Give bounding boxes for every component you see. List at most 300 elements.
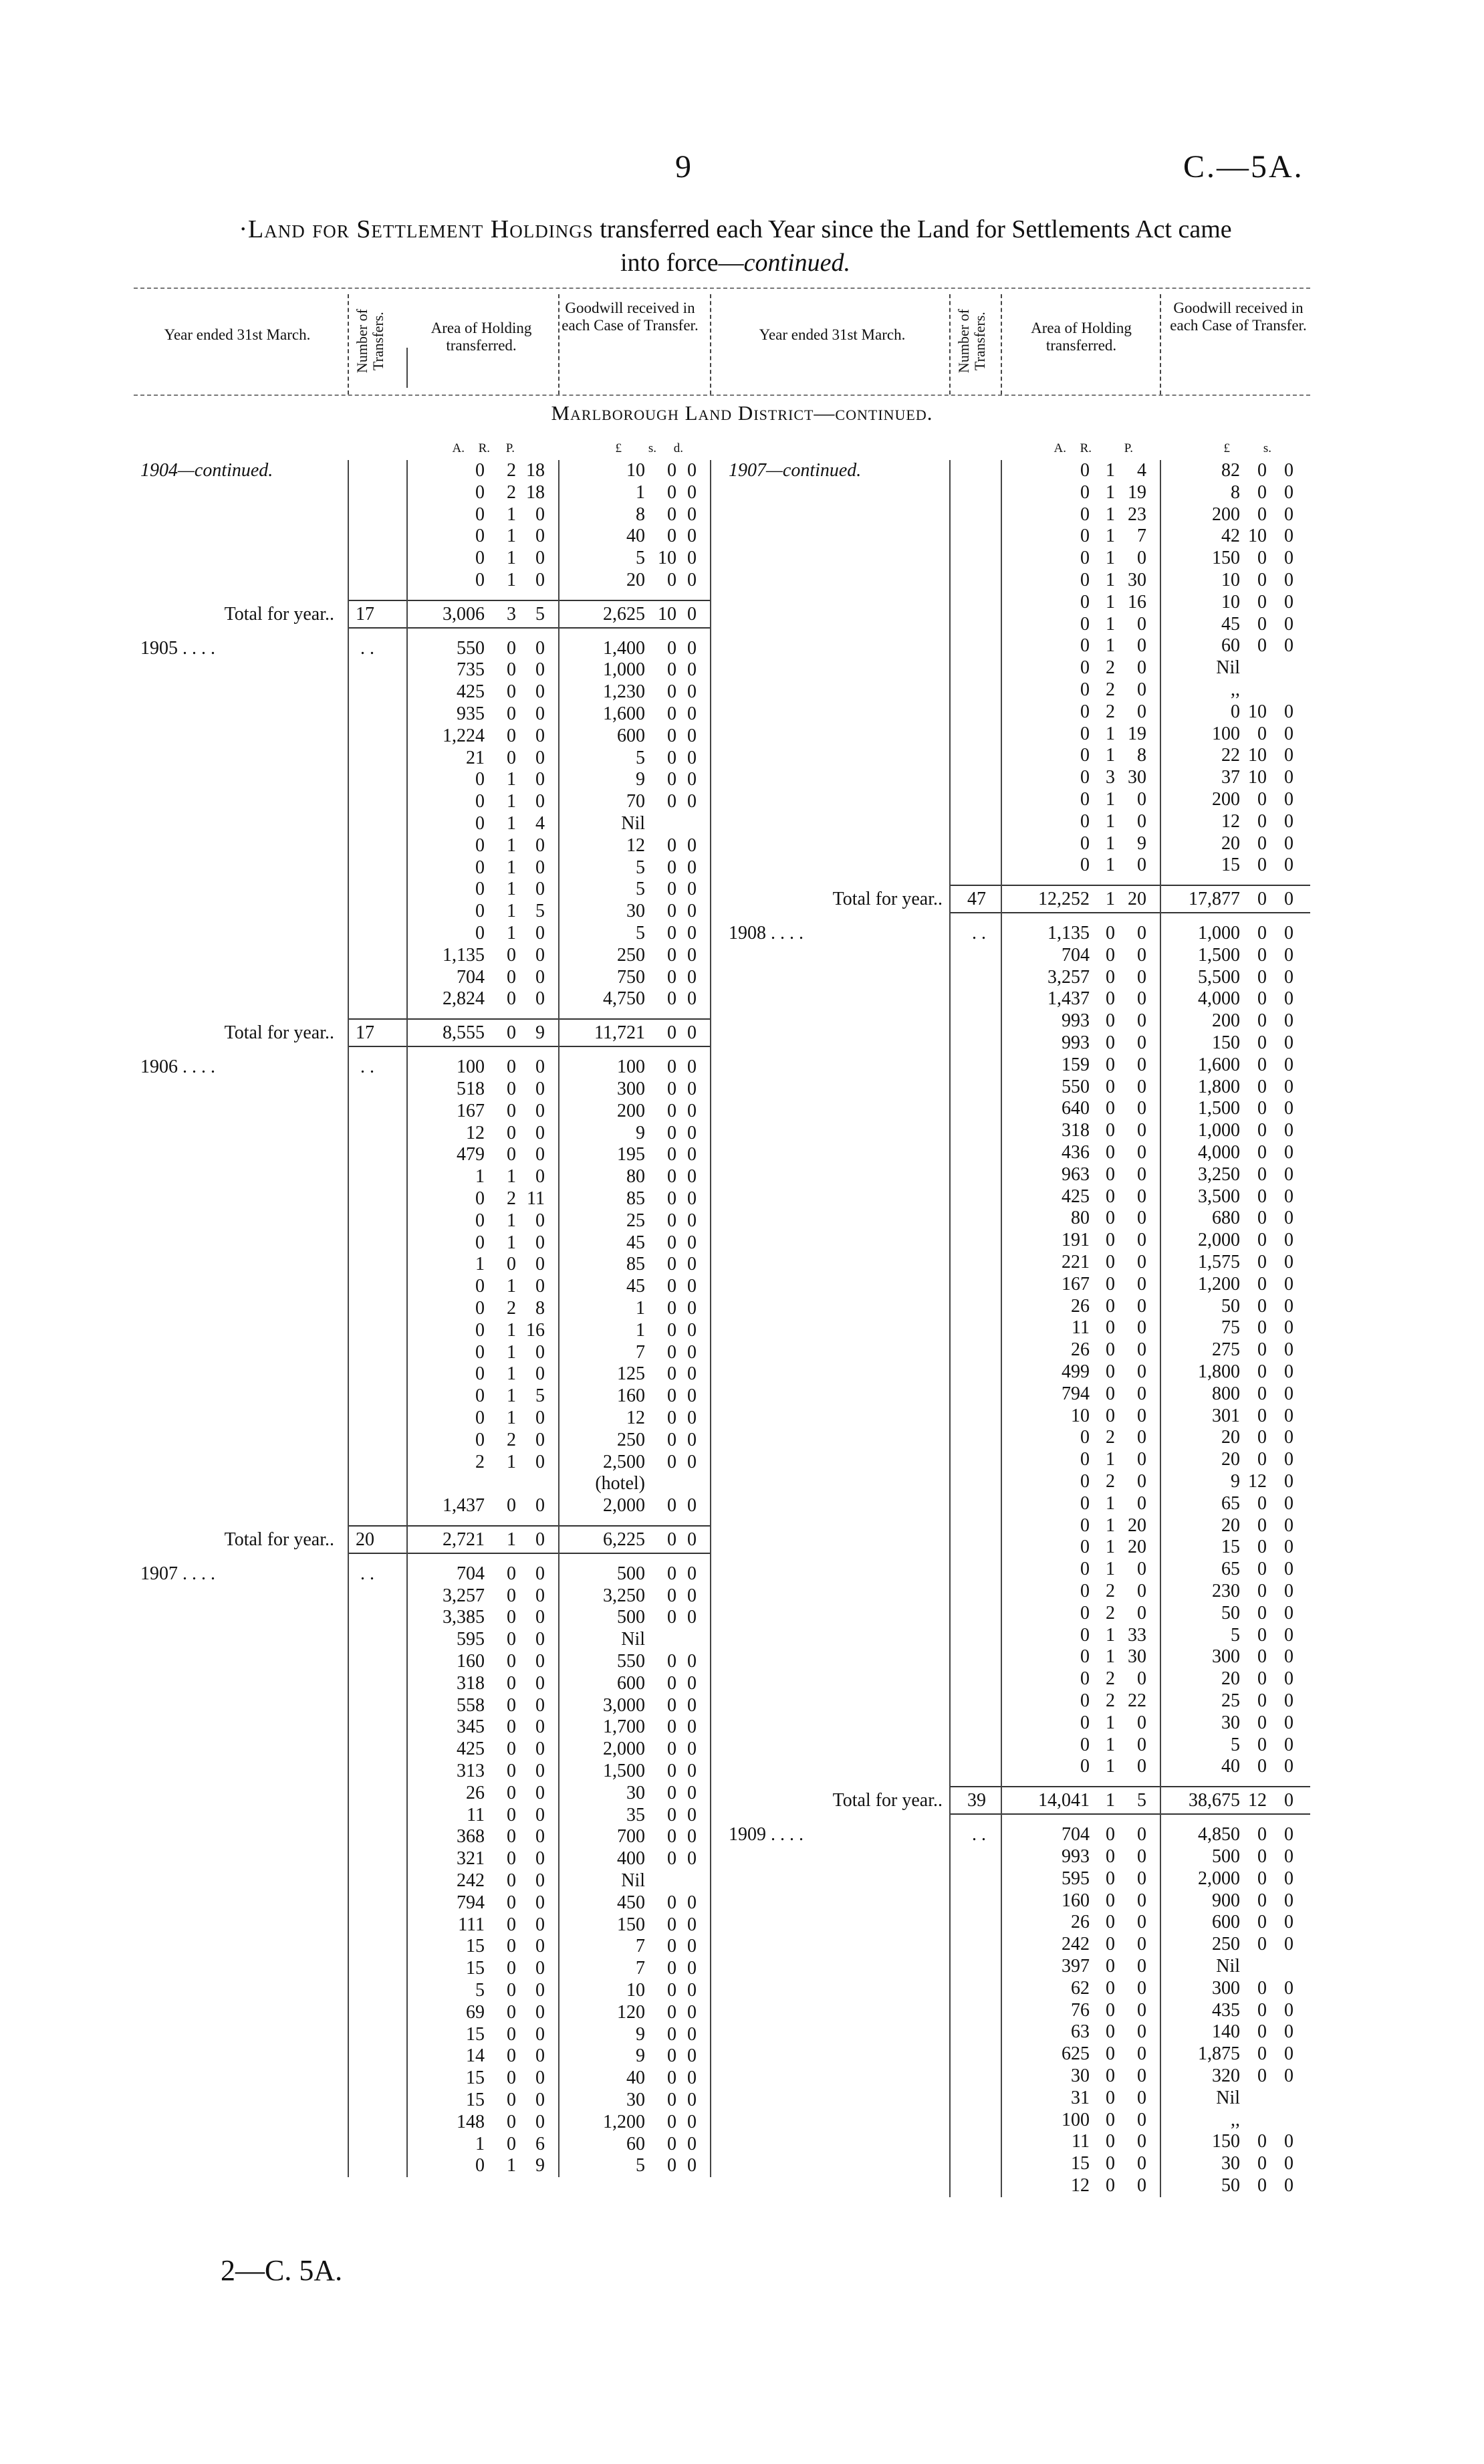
pounds-cell: 1,700	[603, 1716, 645, 1738]
pence-cell: 0	[1284, 789, 1293, 810]
page-number: 9	[675, 149, 691, 185]
perches-cell: 0	[1137, 1361, 1146, 1383]
pounds-cell: 7	[636, 1958, 645, 1979]
roods-cell: 0	[507, 1694, 516, 1716]
pounds-cell: 200	[1212, 789, 1240, 810]
table-row	[0, 1296, 1484, 1317]
pence-cell: 0	[1284, 1098, 1293, 1119]
transfers-cell: 17	[356, 603, 374, 625]
acres-cell: 100	[1062, 2109, 1090, 2130]
pence-cell: 0	[687, 1585, 697, 1606]
shillings-cell: 12	[1248, 1471, 1267, 1492]
pounds-cell: 37	[1221, 767, 1240, 788]
perches-cell: 11	[527, 1188, 545, 1209]
pounds-cell: 1,800	[1198, 1076, 1240, 1097]
perches-cell: 0	[1137, 1845, 1146, 1867]
pounds-cell: 5	[636, 2155, 645, 2176]
pounds-cell: 50	[1221, 1602, 1240, 1623]
table-row	[0, 1890, 1484, 1912]
pounds-cell: 3,500	[1198, 1186, 1240, 1207]
roods-cell: 1	[1106, 570, 1115, 590]
roods-cell: 0	[1106, 1361, 1115, 1383]
acres-cell: 167	[457, 1100, 485, 1121]
table-row	[0, 1559, 1484, 1580]
acres-cell: 436	[1062, 1142, 1090, 1163]
pence-cell: 0	[1284, 1252, 1293, 1273]
roods-cell: 1	[1106, 889, 1115, 910]
pence-cell: 0	[1284, 481, 1293, 503]
acres-cell: 12	[1071, 2174, 1090, 2196]
shillings-cell: 0	[667, 1166, 676, 1188]
table-row	[0, 635, 1484, 657]
roods-cell: 0	[507, 1761, 516, 1782]
perches-cell: 0	[1137, 789, 1146, 810]
pence-cell: 0	[687, 1826, 697, 1847]
pounds-cell: 5	[636, 747, 645, 768]
pence-cell: 0	[687, 2133, 697, 2154]
acres-cell: 0	[475, 791, 485, 812]
pence-cell: 0	[687, 1495, 697, 1517]
shillings-cell: 0	[667, 1826, 676, 1847]
shillings-cell: 0	[667, 944, 676, 966]
shillings-cell: 0	[1257, 1010, 1267, 1032]
shillings-cell: 0	[1257, 1273, 1267, 1295]
acres-cell: 321	[457, 1848, 485, 1870]
pounds-cell: 30	[626, 901, 645, 922]
acres-cell: 242	[1062, 1934, 1090, 1955]
perches-cell: 0	[1137, 1230, 1146, 1251]
acres-cell: 14,041	[1038, 1790, 1090, 1811]
perches-cell: 0	[535, 1529, 545, 1550]
roods-cell: 0	[507, 703, 516, 725]
pounds-cell: Nil	[621, 1870, 645, 1892]
shillings-cell: 0	[667, 1958, 676, 1979]
perches-cell: 8	[535, 1297, 545, 1319]
perches-cell: 0	[535, 1451, 545, 1472]
table-row	[0, 833, 1484, 855]
acres-cell: 735	[457, 659, 485, 681]
pounds-cell: 15	[1221, 1537, 1240, 1558]
acres-cell: 160	[457, 1651, 485, 1672]
perches-cell: 0	[1137, 1581, 1146, 1602]
pence-cell: 0	[687, 1694, 697, 1716]
acres-cell: 1,437	[1047, 988, 1090, 1010]
table-row	[0, 811, 1484, 832]
perches-cell: 0	[1137, 613, 1146, 635]
table-row	[0, 1537, 1484, 1558]
table-row	[0, 2153, 1484, 2174]
table-row	[0, 1383, 1484, 1405]
table-row	[0, 2175, 1484, 2197]
roods-cell: 1	[507, 769, 516, 790]
perches-cell: 0	[1137, 1734, 1146, 1755]
shillings-cell: 0	[1257, 2131, 1267, 2152]
pounds-cell: Nil	[1216, 1955, 1240, 1977]
pounds-cell: 8	[1231, 481, 1240, 503]
roods-cell: 1	[1106, 1624, 1115, 1646]
transfers-cell: 39	[967, 1790, 986, 1811]
table-row	[0, 1734, 1484, 1756]
pence-cell: 0	[687, 966, 697, 988]
perches-cell: 0	[535, 2023, 545, 2045]
perches-cell: 0	[535, 681, 545, 703]
roods-cell: 2	[1106, 1602, 1115, 1623]
roods-cell: 0	[507, 1672, 516, 1694]
pounds-cell: 12	[1221, 810, 1240, 832]
perches-cell: 0	[1137, 1383, 1146, 1404]
pence-cell: 0	[1284, 1273, 1293, 1295]
shillings-cell: 0	[667, 1188, 676, 1209]
shillings-cell: 0	[1257, 481, 1267, 503]
acres-cell: 100	[457, 1056, 485, 1078]
acres-cell: 0	[475, 834, 485, 856]
acres-cell: 0	[475, 1341, 485, 1363]
pence-cell: 0	[687, 988, 697, 1010]
perches-cell: 0	[1137, 1098, 1146, 1119]
acres-cell: 8,555	[443, 1022, 485, 1044]
acres-cell: 111	[458, 1914, 485, 1935]
pounds-cell: 4,000	[1198, 988, 1240, 1010]
table-row	[0, 967, 1484, 988]
pence-cell: 0	[687, 1980, 697, 2001]
table-row	[0, 614, 1484, 635]
pence-cell: 0	[1284, 2174, 1293, 2196]
shillings-cell: 0	[1257, 966, 1267, 988]
acres-cell: 0	[475, 923, 485, 944]
pounds-cell: 150	[1212, 2131, 1240, 2152]
perches-cell: 0	[535, 944, 545, 966]
roods-cell: 0	[1106, 1845, 1115, 1867]
shillings-cell: 0	[1257, 1230, 1267, 1251]
pence-cell: 0	[687, 1022, 697, 1044]
perches-cell: 5	[535, 603, 545, 625]
table-row	[0, 1317, 1484, 1339]
acres-cell: 0	[1080, 635, 1090, 657]
perches-cell: 20	[1128, 1515, 1146, 1536]
shillings-cell: 0	[667, 526, 676, 547]
year-label: 1907 . . . .	[140, 1563, 215, 1584]
acres-cell: 0	[1080, 1734, 1090, 1755]
pounds-cell: 20	[1221, 1668, 1240, 1690]
perches-cell: 0	[535, 2045, 545, 2067]
acres-cell: 425	[1062, 1186, 1090, 1207]
roods-cell: 1	[507, 548, 516, 569]
table-row	[0, 2110, 1484, 2131]
roods-cell: 0	[507, 1563, 516, 1584]
shillings-cell: 0	[667, 1848, 676, 1870]
perches-cell: 5	[535, 1385, 545, 1407]
acres-cell: 26	[466, 1782, 485, 1803]
pounds-cell: 100	[1212, 723, 1240, 744]
acres-cell: 0	[1080, 1712, 1090, 1733]
pence-cell: 0	[1284, 1868, 1293, 1889]
roods-cell: 1	[1106, 745, 1115, 766]
perches-cell: 33	[1128, 1624, 1146, 1646]
pounds-cell: 7	[636, 1341, 645, 1363]
perches-cell: 0	[535, 988, 545, 1010]
pence-cell: 0	[687, 1451, 697, 1472]
shillings-cell: 0	[1257, 1537, 1267, 1558]
pence-cell: 0	[687, 681, 697, 703]
pence-cell: 0	[1284, 723, 1293, 744]
shillings-cell: 0	[667, 1144, 676, 1165]
acres-cell: 0	[475, 1297, 485, 1319]
pence-cell: 0	[1284, 526, 1293, 547]
unit-acres: A.	[452, 441, 465, 455]
shillings-cell: 10	[658, 548, 676, 569]
perches-cell: 0	[1137, 2021, 1146, 2043]
header-divider	[949, 294, 951, 395]
perches-cell: 0	[535, 1429, 545, 1450]
shillings-cell: 0	[667, 857, 676, 878]
total-row	[0, 889, 1484, 910]
header-divider	[558, 294, 560, 395]
pence-cell: 0	[687, 703, 697, 725]
pounds-cell: 275	[1212, 1339, 1240, 1361]
acres-cell: 167	[1062, 1273, 1090, 1295]
shillings-cell: 0	[667, 966, 676, 988]
roods-cell: 0	[507, 1495, 516, 1517]
pence-cell: 0	[1284, 613, 1293, 635]
pence-cell: 0	[687, 1761, 697, 1782]
shillings-cell: 0	[667, 1210, 676, 1231]
perches-cell: 18	[526, 460, 545, 481]
shillings-cell: 0	[1257, 1252, 1267, 1273]
perches-cell: 0	[535, 1078, 545, 1099]
acres-cell: 11	[1072, 2131, 1090, 2152]
perches-cell: 0	[1137, 966, 1146, 988]
perches-cell: 0	[535, 1276, 545, 1297]
acres-cell: 595	[457, 1629, 485, 1650]
acres-cell: 0	[475, 901, 485, 922]
perches-cell: 0	[1137, 1559, 1146, 1580]
perches-cell: 0	[535, 548, 545, 569]
shillings-cell: 0	[1257, 1295, 1267, 1317]
total-rule	[949, 912, 1310, 913]
pounds-cell: 70	[626, 791, 645, 812]
shillings-cell: 10	[1248, 767, 1267, 788]
pence-cell: 0	[1284, 460, 1293, 481]
perches-cell: 5	[1137, 1790, 1146, 1811]
pounds-cell: 100	[617, 1056, 645, 1078]
pence-cell: 0	[1284, 1712, 1293, 1733]
acres-cell: 0	[1080, 789, 1090, 810]
shillings-cell: 0	[667, 1936, 676, 1957]
pence-cell: 0	[1284, 1449, 1293, 1470]
roods-cell: 1	[507, 526, 516, 547]
pounds-cell: 3,250	[603, 1585, 645, 1606]
perches-cell: 22	[1128, 1690, 1146, 1712]
roods-cell: 0	[1106, 2043, 1115, 2065]
perches-cell: 0	[1137, 1934, 1146, 1955]
pence-cell: 0	[687, 1100, 697, 1121]
year-label: 1908 . . . .	[729, 923, 803, 944]
title-line1: transferred each Year since the Land for Settlements Act came	[593, 215, 1232, 243]
pence-cell: 0	[687, 1429, 697, 1450]
pounds-cell: 1	[636, 1297, 645, 1319]
perches-cell: 0	[1137, 1339, 1146, 1361]
shillings-cell: 0	[667, 1585, 676, 1606]
roods-cell: 1	[507, 570, 516, 590]
pence-cell: 0	[687, 1319, 697, 1341]
pounds-cell: 550	[617, 1651, 645, 1672]
table-row	[0, 1515, 1484, 1537]
shillings-cell: 0	[667, 2155, 676, 2176]
perches-cell: 0	[535, 1232, 545, 1253]
pounds-cell: 1,575	[1198, 1252, 1240, 1273]
shillings-cell: 0	[667, 659, 676, 681]
pence-cell: 0	[1284, 1317, 1293, 1339]
shillings-cell: 0	[667, 1761, 676, 1782]
acres-cell: 550	[1062, 1076, 1090, 1097]
shillings-cell: 0	[667, 1254, 676, 1275]
shillings-cell: 0	[1257, 1712, 1267, 1733]
perches-cell: 0	[535, 2067, 545, 2089]
pence-cell: 0	[687, 503, 697, 525]
pounds-cell: 2,000	[603, 1495, 645, 1517]
table-row	[0, 679, 1484, 701]
roods-cell: 0	[507, 1848, 516, 1870]
shillings-cell: 0	[1257, 1845, 1267, 1867]
acres-cell: 21	[466, 747, 485, 768]
page-title	[134, 213, 1337, 279]
perches-cell: 0	[535, 1651, 545, 1672]
roods-cell: 2	[507, 1429, 516, 1450]
acres-cell: 704	[1062, 1824, 1090, 1845]
roods-cell: 0	[1106, 1405, 1115, 1426]
roods-cell: 1	[1106, 503, 1115, 525]
pence-cell: 0	[1284, 1230, 1293, 1251]
shillings-cell: 0	[1257, 1756, 1267, 1777]
roods-cell: 0	[507, 1804, 516, 1825]
roods-cell: 0	[507, 1651, 516, 1672]
pounds-cell: 3,250	[1198, 1163, 1240, 1185]
transfers-cell: . .	[360, 1563, 374, 1584]
pounds-cell: 25	[1221, 1690, 1240, 1712]
roods-cell: 1	[507, 1341, 516, 1363]
unit-shillings: s.	[648, 441, 656, 455]
perches-cell: 0	[535, 570, 545, 590]
pounds-cell: 40	[626, 526, 645, 547]
pence-cell: 0	[687, 1078, 697, 1099]
shillings-cell: 0	[667, 1056, 676, 1078]
shillings-cell: 0	[667, 1232, 676, 1253]
perches-cell: 5	[535, 901, 545, 922]
acres-cell: 397	[1062, 1955, 1090, 1977]
acres-cell: 0	[1080, 591, 1090, 612]
perches-cell: 4	[1137, 460, 1146, 481]
perches-cell: 0	[1137, 2109, 1146, 2130]
pence-cell: 0	[1284, 923, 1293, 944]
shillings-cell: 0	[1257, 1868, 1267, 1889]
perches-cell: 0	[535, 1716, 545, 1738]
shillings-cell: 0	[667, 1739, 676, 1760]
perches-cell: 0	[535, 966, 545, 988]
pounds-cell: 320	[1212, 2065, 1240, 2086]
acres-cell: 0	[1080, 526, 1090, 547]
table-row	[0, 657, 1484, 679]
pounds-cell: 1,000	[1198, 1120, 1240, 1141]
roods-cell: 0	[507, 2045, 516, 2067]
table-row	[0, 1164, 1484, 1186]
roods-cell: 1	[507, 901, 516, 922]
pounds-cell: 9	[1231, 1471, 1240, 1492]
pence-cell: 0	[687, 2090, 697, 2111]
shillings-cell: 10	[1248, 526, 1267, 547]
roods-cell: 0	[507, 1716, 516, 1738]
pounds-cell: 12	[626, 1407, 645, 1428]
pence-cell: 0	[687, 1407, 697, 1428]
roods-cell: 0	[1106, 1076, 1115, 1097]
perches-cell: 0	[535, 703, 545, 725]
roods-cell: 0	[1106, 1032, 1115, 1054]
acres-cell: 3,257	[1047, 966, 1090, 988]
pounds-cell: (hotel)	[595, 1473, 645, 1494]
pounds-cell: 5	[636, 548, 645, 569]
shillings-cell: 0	[1257, 1559, 1267, 1580]
pounds-cell: 12	[626, 834, 645, 856]
pence-cell: 0	[687, 526, 697, 547]
perches-cell: 8	[1137, 745, 1146, 766]
roods-cell: 0	[507, 1607, 516, 1628]
shillings-cell: 0	[667, 2090, 676, 2111]
shillings-cell: 0	[1257, 1120, 1267, 1141]
acres-cell: 26	[1071, 1339, 1090, 1361]
roods-cell: 0	[1106, 1208, 1115, 1229]
perches-cell: 0	[1137, 1076, 1146, 1097]
shillings-cell: 0	[667, 2067, 676, 2089]
roods-cell: 1	[507, 1276, 516, 1297]
perches-cell: 0	[535, 637, 545, 659]
pence-cell: 0	[687, 1672, 697, 1694]
roods-cell: 1	[1106, 810, 1115, 832]
acres-cell: 0	[1080, 1690, 1090, 1712]
shillings-cell: 0	[667, 1341, 676, 1363]
roods-cell: 0	[1106, 1977, 1115, 1999]
acres-cell: 12	[466, 1122, 485, 1143]
title-line2: into force—	[620, 249, 744, 277]
table-row	[0, 1230, 1484, 1251]
year-label: 1906 . . . .	[140, 1056, 215, 1078]
pence-cell: 0	[1284, 832, 1293, 854]
pounds-cell: 1,875	[1198, 2043, 1240, 2065]
roods-cell: 1	[1106, 1449, 1115, 1470]
perches-cell: 0	[1137, 1449, 1146, 1470]
perches-cell: 9	[535, 1022, 545, 1044]
roods-cell: 0	[507, 637, 516, 659]
pence-cell: 0	[1284, 2043, 1293, 2065]
pounds-cell: 300	[1212, 1977, 1240, 1999]
shillings-cell: 0	[667, 1980, 676, 2001]
roods-cell: 0	[1106, 1054, 1115, 1075]
pounds-cell: 10	[626, 1980, 645, 2001]
pence-cell: 0	[1284, 1383, 1293, 1404]
pounds-cell: 20	[1221, 1427, 1240, 1448]
acres-cell: 15	[466, 2067, 485, 2089]
table-row	[0, 1339, 1484, 1361]
acres-cell: 30	[1071, 2065, 1090, 2086]
acres-cell: 3,385	[443, 1607, 485, 1628]
pounds-cell: 9	[636, 1122, 645, 1143]
pounds-cell: 1,500	[1198, 944, 1240, 966]
table-row	[0, 1361, 1484, 1383]
total-label: Total for year..	[224, 603, 334, 625]
shillings-cell: 0	[1257, 2065, 1267, 2086]
perches-cell: 0	[535, 1958, 545, 1979]
perches-cell: 0	[1137, 679, 1146, 700]
roods-cell: 0	[1106, 2153, 1115, 2174]
acres-cell: 14	[466, 2045, 485, 2067]
